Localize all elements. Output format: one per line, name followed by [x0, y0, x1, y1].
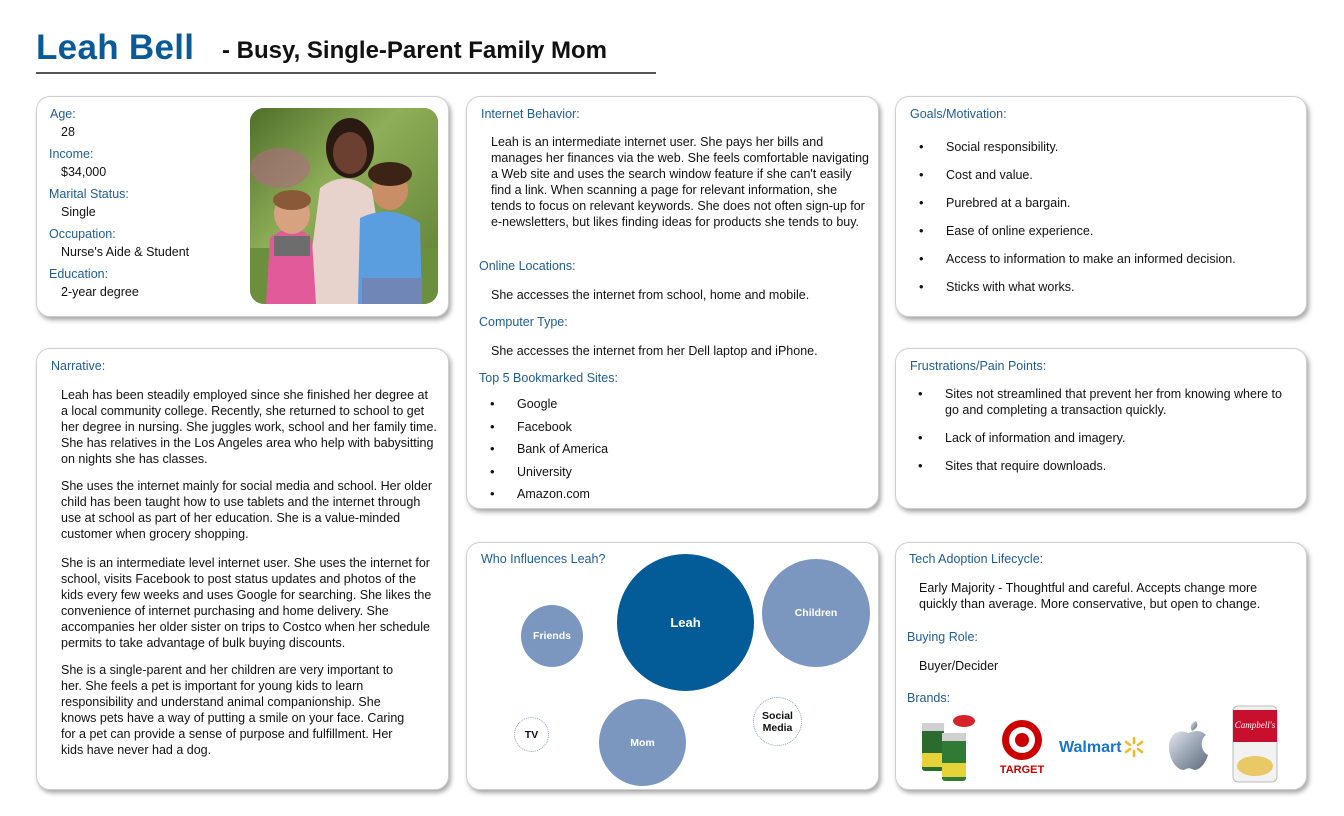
- brand-walmart-logo: [1059, 734, 1149, 765]
- bookmark-item: • Facebook: [490, 416, 608, 439]
- computer-type-text: She accesses the internet from her Dell laptop and iPhone.: [491, 344, 818, 358]
- frustration-item: • Lack of information and imagery.: [918, 430, 1298, 446]
- frustrations-list: [918, 386, 1298, 474]
- svg-text:Walmart: Walmart: [1059, 739, 1122, 756]
- internet-behavior-label: Internet Behavior:: [481, 107, 580, 121]
- influences-label: Who Influences Leah?: [481, 552, 606, 566]
- goals-label: Goals/Motivation:: [910, 107, 1007, 121]
- bookmark-item: • Bank of America: [490, 438, 608, 461]
- goals-list: [919, 133, 1236, 301]
- brand-del-monte-logo: [918, 715, 978, 790]
- frustrations-label: Frustrations/Pain Points:: [910, 359, 1047, 373]
- bookmarks-list: [490, 393, 608, 506]
- svg-text:Campbell's: Campbell's: [1234, 720, 1276, 730]
- narrative-paragraph-2: She uses the internet mainly for social media and school. Her older child has been taught how to use tablets and the internet through use at school as part of her education. She is a value-minded customer when grocery shopping.: [61, 479, 433, 541]
- page-header: [36, 28, 656, 74]
- svg-text:TARGET: TARGET: [999, 764, 1045, 776]
- bookmark-item: • University: [490, 461, 608, 484]
- bookmark-item: • Google: [490, 393, 608, 416]
- bubble-social-media: Social Media: [753, 697, 802, 746]
- bubble-tv: TV: [514, 717, 549, 752]
- bubble-mom: Mom: [599, 699, 686, 786]
- narrative-paragraph-1: Leah has been steadily employed since she finished her degree at a local community college. Recently, she returned to school to get her degree in nursing. She juggles work, school and her family time. She has relatives in the Los Angeles area who help with babysitting on nights she has classes.: [61, 388, 437, 466]
- internet-behavior-text: Leah is an intermediate internet user. She pays her bills and manages her finances via the web. She feels comfortable navigating a Web site and uses the search window feature if she can't easily find a link. When scanning a page for relevant information, she tends to focus on relevant keywords. She does not often sign-up for e-newsletters, but likes finding ideas for products she tends to buy.: [491, 135, 870, 229]
- education-value: 2-year degree: [61, 285, 139, 299]
- bubble-leah: Leah: [617, 554, 754, 691]
- brand-campbells-logo: [1231, 704, 1279, 789]
- frustration-item: • Sites not streamlined that prevent her from knowing where to go and completing a transaction quickly.: [918, 386, 1298, 418]
- persona-name: Leah Bell: [36, 28, 195, 67]
- buying-role-text: Buyer/Decider: [919, 659, 999, 673]
- bookmarks-label: Top 5 Bookmarked Sites:: [479, 371, 618, 385]
- persona-photo: [250, 108, 438, 304]
- goal-item: • Ease of online experience.: [919, 217, 1236, 245]
- online-locations-label: Online Locations:: [479, 259, 576, 273]
- occupation-label: Occupation:: [49, 227, 116, 241]
- bookmark-item: • Amazon.com: [490, 483, 608, 506]
- goal-item: • Social responsibility.: [919, 133, 1236, 161]
- narrative-label: Narrative:: [51, 359, 106, 373]
- tech-lifecycle-label: Tech Adoption Lifecycle:: [909, 552, 1044, 566]
- narrative-paragraph-3: She is an intermediate level internet user. She uses the internet for school, visits Facebook to post status updates and photos of the kids every few weeks and uses Google for searching. She likes the convenience of internet purchasing and home delivery. She accompanies her older sister on trips to Costco when her schedule permits to take advantage of bulk buying discounts.: [61, 556, 432, 650]
- brands-label: Brands:: [907, 691, 951, 705]
- income-label: Income:: [49, 147, 94, 161]
- buying-role-label: Buying Role:: [907, 630, 978, 644]
- frustration-item: • Sites that require downloads.: [918, 458, 1298, 474]
- tech-lifecycle-text: Early Majority - Thoughtful and careful. Accepts change more quickly than average. More conservative, but open to change.: [919, 581, 1261, 611]
- occupation-value: Nurse's Aide & Student: [61, 245, 190, 259]
- education-label: Education:: [49, 267, 109, 281]
- bubble-children: Children: [762, 559, 870, 667]
- goal-item: • Cost and value.: [919, 161, 1236, 189]
- brand-apple-logo: [1166, 717, 1210, 778]
- age-value: 28: [61, 125, 75, 139]
- computer-type-label: Computer Type:: [479, 315, 568, 329]
- goal-item: • Sticks with what works.: [919, 273, 1236, 301]
- online-locations-text: She accesses the internet from school, home and mobile.: [491, 288, 810, 302]
- persona-subtitle: - Busy, Single-Parent Family Mom: [222, 37, 607, 64]
- goal-item: • Access to information to make an informed decision.: [919, 245, 1236, 273]
- family-photo-illustration: [250, 108, 438, 304]
- narrative-paragraph-4: She is a single-parent and her children are very important to her. She feels a pet is important for young kids to learn responsibility and understand animal companionship. She knows pets have a way of putting a smile on your face. Caring for a pet can provide a sense of purpose and fulfillment. Her kids have never had a dog.: [61, 663, 405, 757]
- age-label: Age:: [50, 107, 76, 121]
- goal-item: • Purebred at a bargain.: [919, 189, 1236, 217]
- marital-status-label: Marital Status:: [49, 187, 129, 201]
- brand-target-logo: [996, 718, 1048, 781]
- marital-status-value: Single: [61, 205, 96, 219]
- bubble-friends: Friends: [521, 605, 583, 667]
- income-value: $34,000: [61, 165, 107, 179]
